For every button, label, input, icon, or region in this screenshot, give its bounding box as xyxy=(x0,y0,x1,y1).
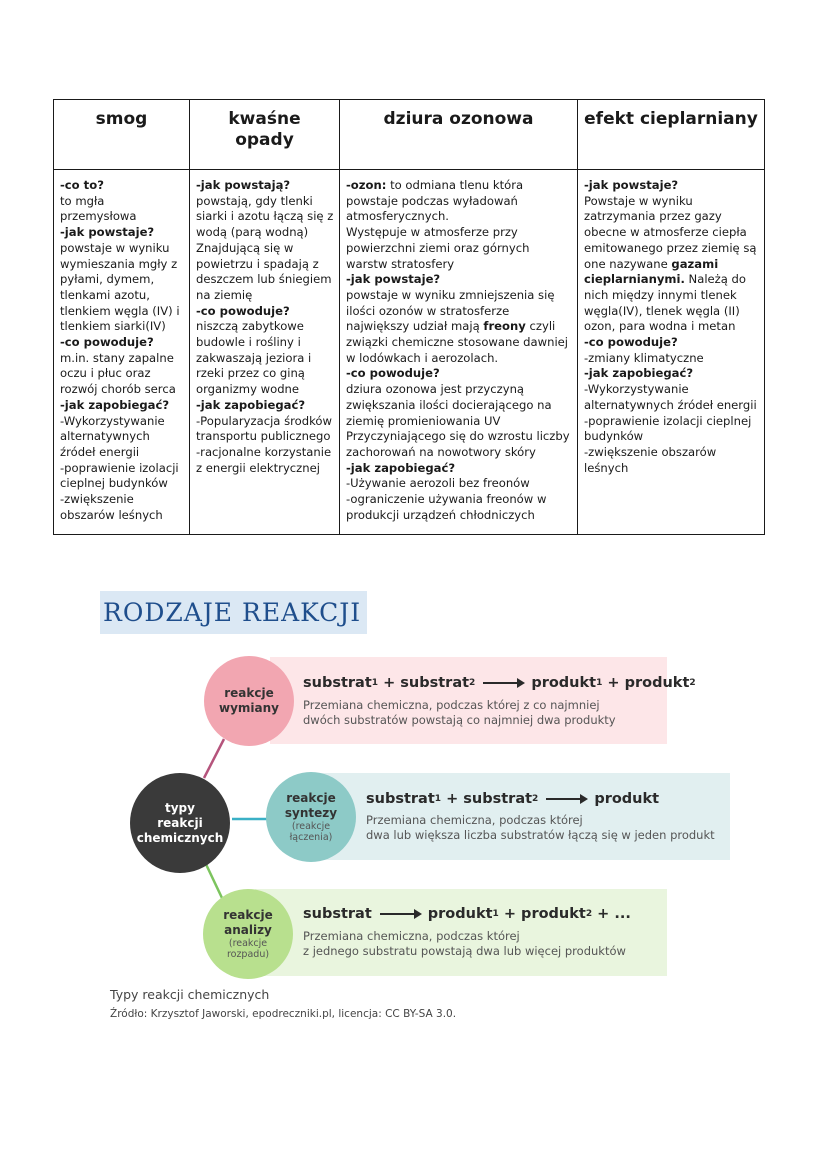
analysis-equation xyxy=(303,906,631,922)
body-text: -zwiększenie obszarów leśnych xyxy=(584,444,717,475)
hub-label: chemicznych xyxy=(136,830,224,845)
header-smog: smog xyxy=(54,100,190,170)
cell-line xyxy=(196,194,334,304)
cell-line xyxy=(60,398,184,414)
eq-sub: 2 xyxy=(469,678,476,688)
cell-line xyxy=(346,272,572,288)
eq-sub: 1 xyxy=(434,794,442,804)
reaction-arrow-icon xyxy=(380,913,420,915)
eq-term: + substrat xyxy=(441,791,533,807)
cell-line xyxy=(346,225,572,272)
bold-text: -jak zapobiegać? xyxy=(346,460,456,475)
cell-line xyxy=(60,225,184,241)
cell-line xyxy=(60,194,184,225)
body-text: dziura ozonowa jest przyczyną zwiększania ilości docierającego na ziemię promieniowania UV Przyczyniającego się do wzrostu liczby zachorowań na nowotwory skóry xyxy=(346,382,570,459)
bold-text: -co to? xyxy=(60,178,104,192)
bold-text: -jak zapobiegać? xyxy=(584,366,694,381)
exchange-description xyxy=(303,698,616,728)
bold-text: -jak powstaje? xyxy=(346,272,441,287)
cell-line xyxy=(60,351,184,398)
cell-line xyxy=(584,178,759,194)
desc-line: dwóch substratów powstają co najmniej dwa produkty xyxy=(303,713,616,727)
cell-line xyxy=(60,178,184,194)
reaction-arrow-icon xyxy=(546,798,586,800)
desc-line: dwa lub większa liczba substratów łączą się w jeden produkt xyxy=(366,828,715,842)
bold-text: freony xyxy=(483,319,526,334)
body-text: powstaje w wyniku wymieszania mgły z pyłami, dymem, tlenkami azotu, tlenkiem węgla (IV) i tlenkiem siarki(IV) xyxy=(60,240,180,334)
bold-text: -co powoduje? xyxy=(346,366,440,381)
body-text: niszczą zabytkowe budowle i rośliny i zakwaszają jeziora i rzeki przez co giną organizmy wodne xyxy=(196,319,312,397)
body-text: -zwiększenie obszarów leśnych xyxy=(60,492,163,522)
eq-term: substrat xyxy=(303,675,372,691)
exchange-equation xyxy=(303,675,696,691)
eq-term: + ... xyxy=(592,906,631,922)
body-text: -ograniczenie używania freonów w produkcji urządzeń chłodniczych xyxy=(346,492,547,522)
figure-caption: Typy reakcji chemicznych xyxy=(110,987,270,1002)
cell-line xyxy=(196,445,334,476)
cell-line xyxy=(584,366,759,382)
bold-text: -co powoduje? xyxy=(196,303,290,318)
analysis-alt-2: rozpadu) xyxy=(226,949,270,960)
synthesis-name-1: reakcje xyxy=(286,791,336,805)
header-ozone-hole: dziura ozonowa xyxy=(340,100,578,170)
body-text: czyli związki chemiczne stosowane dawniej w lodówkach i aerozolach. xyxy=(346,319,569,365)
cell-greenhouse xyxy=(578,170,765,535)
synthesis-equation xyxy=(366,791,659,807)
cell-line xyxy=(196,304,334,320)
body-text: to odmiana tlenu która powstaje podczas wyładowań atmosferycznych. xyxy=(346,178,524,224)
hub-label: reakcji xyxy=(157,815,203,830)
synthesis-alt-2: łączenia) xyxy=(289,832,333,843)
cell-line xyxy=(346,492,572,523)
body-text: Występuje w atmosferze przy powierzchni ziemi oraz górnych warstw stratosfery xyxy=(346,225,530,271)
cell-acid-rain xyxy=(190,170,340,535)
exchange-name-1: reakcje xyxy=(224,686,274,700)
bold-text: -jak powstaje? xyxy=(60,225,155,240)
exchange-circle xyxy=(204,656,294,746)
cell-line xyxy=(196,178,334,194)
desc-line: Przemiana chemiczna, podczas której z co najmniej xyxy=(303,698,600,712)
body-text: Powstaje w wyniku zatrzymania przez gazy obecne w atmosferze ciepła emitowanego przez ziemię są one nazywane xyxy=(584,193,757,271)
body-text: -zmiany klimatyczne xyxy=(584,350,704,365)
cell-line xyxy=(346,476,572,492)
header-acid-rain xyxy=(190,100,340,170)
cell-ozone-hole xyxy=(340,170,578,535)
analysis-name-1: reakcje xyxy=(223,908,273,922)
bold-text: gazami cieplarnianymi. xyxy=(584,256,719,287)
analysis-circle xyxy=(203,889,293,979)
cell-line xyxy=(346,288,572,367)
header-acid-rain-text: kwaśne opady xyxy=(228,109,301,150)
cell-line xyxy=(584,414,759,445)
synthesis-description xyxy=(366,813,715,843)
exchange-name-2: wymiany xyxy=(219,701,279,715)
cell-line xyxy=(196,319,334,398)
figure-source: Źródło: Krzysztof Jaworski, epodreczniki.pl, licencja: CC BY-SA 3.0. xyxy=(110,1008,457,1020)
eq-sub: 2 xyxy=(689,678,696,688)
reaction-types-hub xyxy=(130,773,230,873)
synthesis-circle xyxy=(266,772,356,862)
cell-line xyxy=(196,398,334,414)
bold-text: -co powoduje? xyxy=(60,335,154,350)
body-text: -Wykorzystywanie alternatywnych źródeł energii xyxy=(584,382,757,412)
cell-line xyxy=(584,335,759,351)
cell-line xyxy=(584,382,759,413)
eq-sub: 1 xyxy=(596,678,603,688)
cell-line xyxy=(60,461,184,492)
body-text: -Używanie aerozoli bez freonów xyxy=(346,476,530,491)
cell-line xyxy=(346,461,572,477)
eq-term: substrat xyxy=(303,906,372,922)
cell-smog xyxy=(54,170,190,535)
body-text: m.in. stany zapalne oczu i płuc oraz rozwój chorób serca xyxy=(60,350,176,397)
hub-label: typy xyxy=(165,800,195,815)
bold-text: -ozon: xyxy=(346,178,387,192)
eq-term: substrat xyxy=(366,791,435,807)
desc-line: Przemiana chemiczna, podczas której xyxy=(366,813,583,827)
analysis-alt-1: (reakcje xyxy=(228,938,268,949)
reaction-arrow-icon xyxy=(483,682,523,684)
body-text: -poprawienie izolacji cieplnej budynków xyxy=(60,460,179,491)
body-text: -Popularyzacja środków transportu publicznego xyxy=(196,413,332,444)
analysis-name-2: analizy xyxy=(224,923,272,937)
bold-text: -jak zapobiegać? xyxy=(196,397,306,412)
link-analysis xyxy=(204,860,222,898)
eq-term: produkt xyxy=(427,906,493,922)
cell-line xyxy=(346,178,572,225)
link-exchange xyxy=(204,739,224,778)
cell-line xyxy=(60,414,184,461)
cell-line xyxy=(60,492,184,523)
desc-line: Przemiana chemiczna, podczas której xyxy=(303,929,520,943)
body-text: powstaje w wyniku zmniejszenia się ilości ozonów w stratosferze największy udział mają xyxy=(346,287,555,334)
cell-line xyxy=(346,382,572,461)
cell-line xyxy=(60,335,184,351)
eq-term: + produkt xyxy=(498,906,586,922)
cell-line xyxy=(584,194,759,335)
body-text: -Wykorzystywanie alternatywnych źródeł energii xyxy=(60,413,165,459)
body-text: powstają, gdy tlenki siarki i azotu łączą się z wodą (parą wodną) Znajdującą się w powietrzu i spadają z deszczem lub śniegiem na ziemię xyxy=(196,193,334,302)
desc-line: z jednego substratu powstają dwa lub więcej produktów xyxy=(303,944,626,958)
bold-text: -co powoduje? xyxy=(584,335,678,350)
bold-text: -jak zapobiegać? xyxy=(60,397,170,412)
cell-line xyxy=(346,366,572,382)
body-text: -racjonalne korzystanie z energii elektrycznej xyxy=(196,444,332,475)
eq-term: produkt xyxy=(531,675,597,691)
header-greenhouse: efekt cieplarniany xyxy=(578,100,765,170)
eq-sub: 1 xyxy=(371,678,379,688)
eq-term: + substrat xyxy=(378,675,470,691)
cell-line xyxy=(584,351,759,367)
bold-text: -jak powstaje? xyxy=(584,178,679,192)
environment-issues-table xyxy=(53,99,765,535)
eq-sub: 2 xyxy=(585,909,593,919)
cell-line xyxy=(196,414,334,445)
body-text: -poprawienie izolacji cieplnej budynków xyxy=(584,413,752,444)
synthesis-alt-1: (reakcje xyxy=(291,821,331,832)
body-text: to mgła przemysłowa xyxy=(60,193,137,224)
cell-line xyxy=(60,241,184,335)
synthesis-name-2: syntezy xyxy=(284,806,338,820)
bold-text: -jak powstają? xyxy=(196,178,291,192)
body-text: Należą do nich między innymi tlenek węgla(IV), tlenek węgla (II) ozon, para wodna i metan xyxy=(584,272,747,334)
eq-term: produkt xyxy=(594,791,660,807)
cell-line xyxy=(584,445,759,476)
analysis-description xyxy=(303,929,626,959)
eq-sub: 2 xyxy=(532,794,539,804)
section-title: RODZAJE REAKCJI xyxy=(100,591,367,634)
eq-term: + produkt xyxy=(602,675,690,691)
eq-sub: 1 xyxy=(492,909,499,919)
